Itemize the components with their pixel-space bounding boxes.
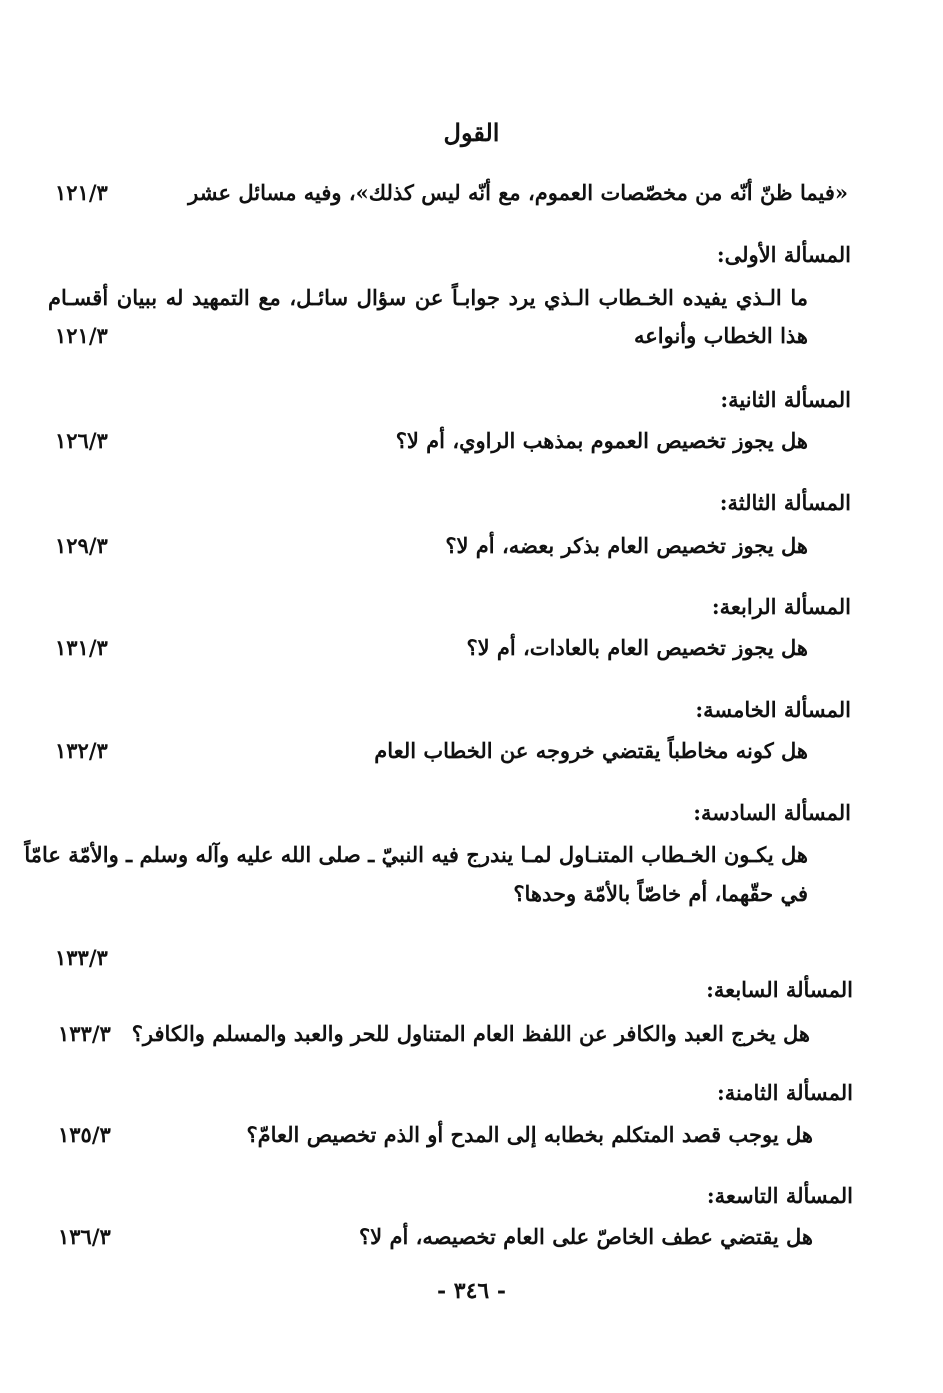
issue-3-line-1: هل يجوز تخصيص العام بذكر بعضه، أم لا؟ [445, 533, 808, 558]
intro-ref: ١٢١/٣ [55, 180, 108, 205]
issue-5-title: المسألة الخامسة: [695, 697, 851, 722]
issue-2-ref: ١٢٦/٣ [55, 428, 108, 453]
issue-4-ref: ١٣١/٣ [55, 635, 108, 660]
section-heading: القول [443, 118, 500, 147]
issue-7-line-1: هل يخرج العبد والكافر عن اللفظ العام المتناول للحر والعبد والمسلم والكافر؟ [131, 1021, 810, 1046]
intro-text: «فيما ظنّ أنّه من مخصّصات العموم، مع أنّه ليس كذلك»، وفيه مسائل عشر [188, 180, 848, 205]
issue-6-line-1: هل يكـون الخـطاب المتنـاول لمـا يندرج فيه النبيّ ـ صلى الله عليه وآله وسلم ـ والأمّة عامّاً [24, 842, 808, 867]
issue-8-ref: ١٣٥/٣ [58, 1122, 111, 1147]
issue-8-line-1: هل يوجب قصد المتكلم بخطابه إلى المدح أو الذم تخصيص العامّ؟ [246, 1122, 813, 1147]
issue-1-line-1: ما الـذي يفيده الخـطاب الـذي يرد جوابـاً عن سؤال سائـل، مع التمهيد له ببيان أقسـام [48, 285, 808, 310]
page-number: - ٣٤٦ - [436, 1278, 507, 1304]
issue-6-line-2: في حقّهما، أم خاصّاً بالأمّة وحدها؟ [513, 881, 808, 906]
issue-2-title: المسألة الثانية: [720, 387, 851, 412]
issue-1-line-2: هذا الخطاب وأنواعه [633, 323, 808, 348]
issue-5-ref: ١٣٢/٣ [55, 738, 108, 763]
issue-7-title: المسألة السابعة: [706, 977, 853, 1002]
issue-9-line-1: هل يقتضي عطف الخاصّ على العام تخصيصه، أم لا؟ [359, 1224, 813, 1249]
issue-1-ref: ١٢١/٣ [55, 323, 108, 348]
issue-1-title: المسألة الأولى: [716, 242, 851, 267]
issue-3-ref: ١٢٩/٣ [55, 533, 108, 558]
issue-7-ref: ١٣٣/٣ [58, 1021, 111, 1046]
issue-6-title: المسألة السادسة: [693, 800, 851, 825]
issue-8-title: المسألة الثامنة: [716, 1080, 853, 1105]
issue-4-title: المسألة الرابعة: [711, 594, 851, 619]
issue-9-ref: ١٣٦/٣ [58, 1224, 111, 1249]
issue-4-line-1: هل يجوز تخصيص العام بالعادات، أم لا؟ [466, 635, 808, 660]
issue-6-ref: ١٣٣/٣ [55, 945, 108, 970]
issue-5-line-1: هل كونه مخاطباً يقتضي خروجه عن الخطاب العام [374, 738, 808, 763]
issue-2-line-1: هل يجوز تخصيص العموم بمذهب الراوي، أم لا؟ [395, 428, 808, 453]
issue-9-title: المسألة التاسعة: [706, 1183, 853, 1208]
issue-3-title: المسألة الثالثة: [719, 490, 851, 515]
